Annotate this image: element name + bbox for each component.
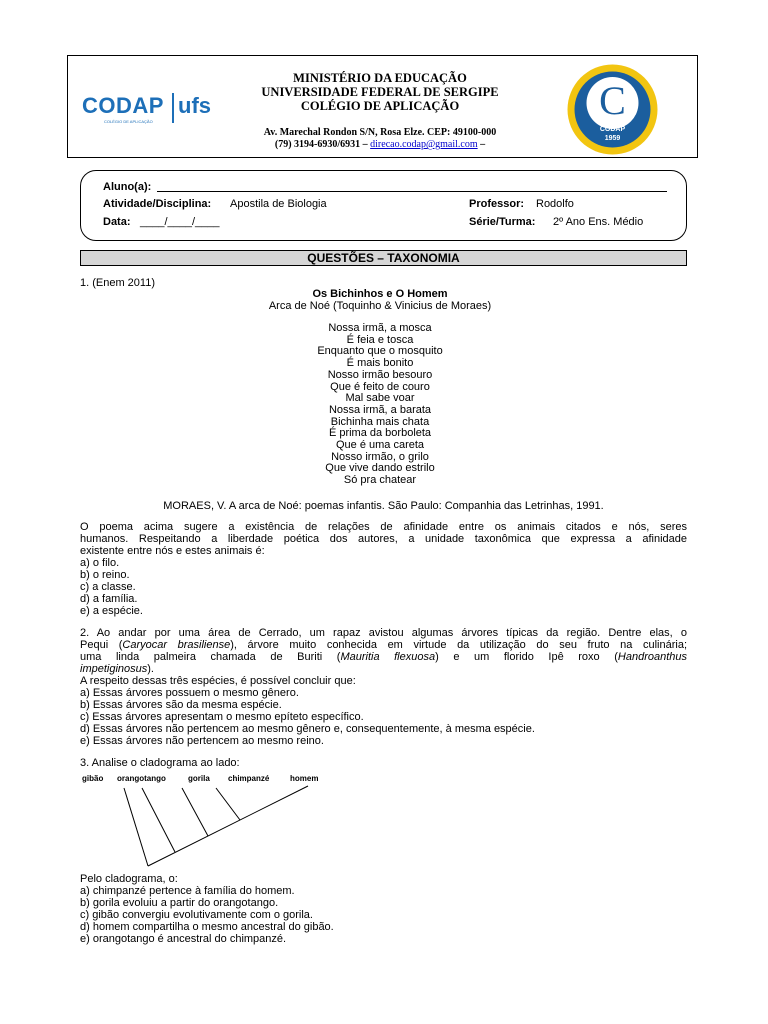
poem-line: É mais bonito (346, 357, 414, 370)
q2-line4-end: ). (147, 663, 154, 675)
q3-stem: Pelo cladograma, o: (80, 873, 178, 885)
header-dash: – (480, 139, 486, 150)
clado-branch-gorila (182, 788, 208, 836)
q2-line3-text-a: uma linda palmeira chamada de Buriti ( (80, 651, 341, 663)
codap-logo (82, 93, 211, 133)
q1-stem-line2: humanos. Respeitando a liberdade poética dos autores, a unidade taxonômica que expressa a afinidade (80, 533, 687, 545)
q2-line4 (80, 663, 154, 675)
clado-label-orangotango: orangotango (117, 774, 166, 783)
q1-poem (230, 323, 530, 487)
clado-label-gibao: gibão (82, 774, 104, 783)
data-field[interactable]: ____/____/____ (140, 216, 220, 228)
q2-option-d: d) Essas árvores não pertencem ao mesmo gênero e, consequentemente, à mesma espécie. (80, 723, 535, 735)
atividade-label: Atividade/Disciplina: (103, 198, 212, 210)
poem-line: Só pra chatear (343, 474, 417, 487)
poem-line: É feia e tosca (346, 333, 414, 346)
q1-citation: MORAES, V. A arca de Noé: poemas infantis. São Paulo: Companhia das Letrinhas, 1991. (163, 500, 604, 512)
seal-name: CODAP (599, 126, 626, 133)
q2-option-a: a) Essas árvores possuem o mesmo gênero. (80, 687, 299, 699)
poem-line: Que é feito de couro (330, 380, 430, 393)
poem-line: Nossa irmã, a barata (328, 403, 432, 416)
clado-main-branch (148, 786, 308, 866)
q1-option-c: c) a classe. (80, 581, 136, 593)
q1-number: 1. (Enem 2011) (80, 277, 156, 289)
poem-line: Enquanto que o mosquito (317, 345, 443, 358)
codap-logo-text: CODAP (82, 93, 164, 118)
clado-label-chimpanze: chimpanzé (228, 774, 270, 783)
poem-line: Nosso irmão besouro (327, 368, 433, 381)
atividade-value: Apostila de Biologia (230, 198, 327, 210)
q3-option-e: e) orangotango é ancestral do chimpanzé. (80, 933, 287, 945)
q1-stem-line1: O poema acima sugere a existência de relações de afinidade entre os animais citados e nós, seres (80, 521, 687, 533)
professor-value: Rodolfo (536, 198, 574, 210)
q2-line2-text-a: Pequi ( (80, 639, 123, 651)
header-email-link[interactable]: direcao.codap@gmail.com (370, 139, 478, 150)
clado-branch-orangotango (142, 788, 175, 852)
clado-label-gorila: gorila (188, 774, 210, 783)
q3-option-b: b) gorila evoluiu a partir do orangotango. (80, 897, 279, 909)
seal-letter: C (599, 78, 626, 123)
q1-option-d: d) a família. (80, 593, 138, 605)
header-college: COLÉGIO DE APLICAÇÃO (300, 99, 460, 113)
codap-logo-subtitle: COLÉGIO DE APLICAÇÃO (104, 119, 153, 124)
clado-branch-gibao (124, 788, 148, 866)
q1-option-b: b) o reino. (80, 569, 130, 581)
header-address: Av. Marechal Rondon S/N, Rosa Elze. CEP: 49100-000 (263, 127, 497, 138)
clado-branch-chimpanze (216, 788, 240, 820)
q2-line2 (80, 639, 687, 651)
q3-line1: 3. Analise o cladograma ao lado: (80, 757, 240, 769)
cladogram (80, 772, 340, 872)
header-university: UNIVERSIDADE FEDERAL DE SERGIPE (261, 85, 499, 99)
poem-line: Que é uma careta (335, 439, 425, 452)
q3-option-c: c) gibão convergiu evolutivamente com o gorila. (80, 909, 313, 921)
q1-option-e: e) a espécie. (80, 605, 143, 617)
poem-line: É prima da borboleta (328, 427, 432, 440)
codap-seal (566, 63, 659, 156)
q2-line5: A respeito dessas três espécies, é possível concluir que: (80, 675, 356, 687)
serie-value: 2º Ano Ens. Médio (553, 216, 644, 228)
q2-line3-text-b: ) e um florido Ipê roxo ( (435, 651, 618, 663)
poem-line: Que vive dando estrilo (325, 462, 435, 475)
q2-line3 (80, 651, 687, 663)
poem-line: Nosso irmão, o grilo (331, 450, 429, 463)
data-label: Data: (103, 216, 131, 228)
q2-option-c: c) Essas árvores apresentam o mesmo epíteto específico. (80, 711, 364, 723)
q2-line1: 2. Ao andar por uma área de Cerrado, um rapaz avistou algumas árvores típicas da região. Dentre elas, o (80, 627, 687, 639)
poem-line: Bichinha mais chata (330, 415, 430, 428)
section-title: QUESTÕES – TAXONOMIA (80, 250, 687, 266)
q1-poem-subtitle: Arca de Noé (Toquinho & Vinicius de Moraes) (268, 300, 492, 312)
clado-label-homem: homem (290, 774, 319, 783)
seal-year: 1959 (604, 135, 621, 142)
q2-species-ipe-epithet: impetiginosus (80, 663, 148, 675)
serie-label: Série/Turma: (469, 216, 536, 228)
poem-line: Mal sabe voar (345, 392, 415, 405)
header-contact (200, 139, 560, 150)
aluno-label: Aluno(a): (103, 181, 152, 193)
q3-option-d: d) homem compartilha o mesmo ancestral do gibão. (80, 921, 334, 933)
poem-line: Nossa irmã, a mosca (328, 322, 432, 334)
q1-option-a: a) o filo. (80, 557, 120, 569)
q2-species-ipe-genus: Handroanthus (617, 651, 687, 663)
aluno-field[interactable] (157, 191, 667, 192)
q2-line2-text-b: ), árvore muito conhecida em virtude da utilização do seu fruto na culinária; (230, 639, 688, 651)
q1-stem-line3: existente entre nós e estes animais é: (80, 545, 265, 557)
professor-label: Professor: (469, 198, 525, 210)
ufs-logo-text: ufs (178, 93, 211, 118)
q1-poem-title: Os Bichinhos e O Homem (312, 288, 448, 300)
logo-divider (172, 93, 174, 123)
header-ministry: MINISTÉRIO DA EDUCAÇÃO (293, 71, 467, 85)
q2-species-pequi: Caryocar brasiliense (122, 639, 231, 651)
q2-option-b: b) Essas árvores são da mesma espécie. (80, 699, 282, 711)
q2-species-buriti: Mauritia flexuosa (340, 651, 436, 663)
q3-option-a: a) chimpanzé pertence à família do homem. (80, 885, 295, 897)
header-phone: (79) 3194-6930/6931 – (274, 139, 368, 150)
q2-option-e: e) Essas árvores não pertencem ao mesmo reino. (80, 735, 324, 747)
